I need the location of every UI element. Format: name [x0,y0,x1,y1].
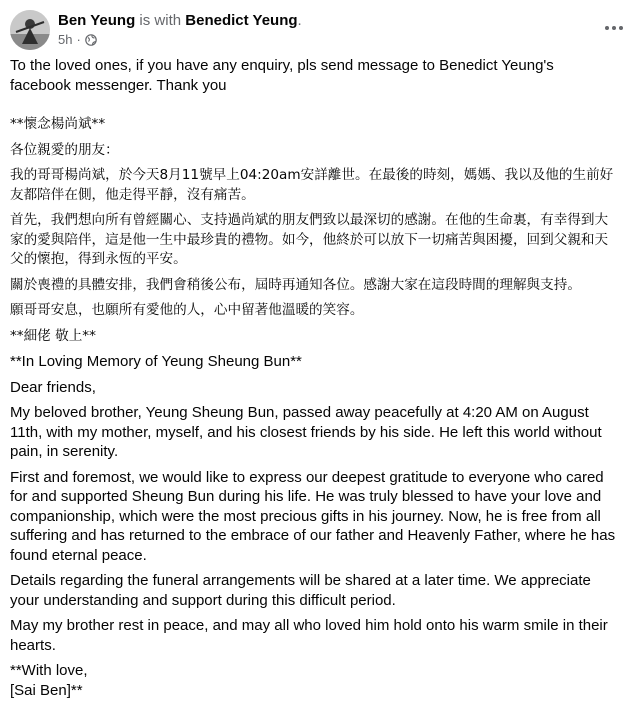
post-paragraph: Dear friends, [10,378,96,396]
post-paragraph: 首先，我們想向所有曾經關心、支持過尚斌的朋友們致以最深切的感謝。在他的生命裏，有幸得到大家的愛與陪伴，這是他一生中最珍貴的禮物。如今，他終於可以放下一切痛苦與困擾，回到父親和天父的懷抱，得到永恆的平安。 [10,212,609,267]
globe-icon[interactable] [85,34,97,46]
post-paragraph: To the loved ones, if you have any enquiry, pls send message to Benedict Yeung's facebook messenger. Thank you [10,57,558,94]
period-text: . [297,12,302,29]
post-paragraph: 各位親愛的朋友： [10,141,119,158]
post-paragraph: 我的哥哥楊尚斌，於今天8月11號早上04:20am安詳離世。在最後的時刻，媽媽、我以及他的生前好友都陪伴在側，他走得平靜，沒有痛苦。 [10,167,614,203]
post-body [10,56,620,700]
tagged-user-name[interactable]: Benedict Yeung [185,12,298,29]
post-paragraph: My beloved brother, Yeung Sheung Bun, passed away peacefully at 4:20 AM on August 11th, with my mother, myself, and his closest friends by his side. He left this world without pain, in serenity. [10,404,606,460]
post-header [10,10,630,50]
post-paragraph: 願哥哥安息，也願所有愛他的人，心中留著他溫暖的笑容。 [10,302,364,318]
ellipsis-icon[interactable] [602,16,626,40]
author-name[interactable]: Ben Yeung [58,12,136,29]
post-paragraph: **With love, [10,662,88,679]
post-meta [58,32,97,48]
post-paragraph: Details regarding the funeral arrangements will be shared at a later time. We appreciate your understanding and support during this difficult period. [10,572,596,609]
timestamp[interactable]: 5h [58,32,73,47]
post-paragraph: [Sai Ben]** [10,681,83,699]
author-line [58,12,302,30]
meta-separator: · [76,32,81,47]
post-paragraph: May my brother rest in peace, and may all who loved him hold onto his warm smile in their hearts. [10,617,612,654]
post-paragraph: **In Loving Memory of Yeung Sheung Bun** [10,353,302,370]
post-paragraph: **懷念楊尚斌** [10,116,106,132]
avatar[interactable] [10,10,50,50]
post-paragraph: 關於喪禮的具體安排，我們會稍後公布，屆時再通知各位。感謝大家在這段時間的理解與支持。 [10,276,581,293]
with-text: is with [139,12,182,29]
post-paragraph: **細佬 敬上** [10,327,96,344]
post-paragraph: First and foremost, we would like to express our deepest gratitude to everyone who cared for and supported Sheung Bun during his life. He was truly blessed to have your love and companionship, which were the most precious gifts in his journey. Now, he is free from all suffering and has returned to the embrace of our father and Heavenly Father, where he has found eternal peace. [10,468,620,564]
